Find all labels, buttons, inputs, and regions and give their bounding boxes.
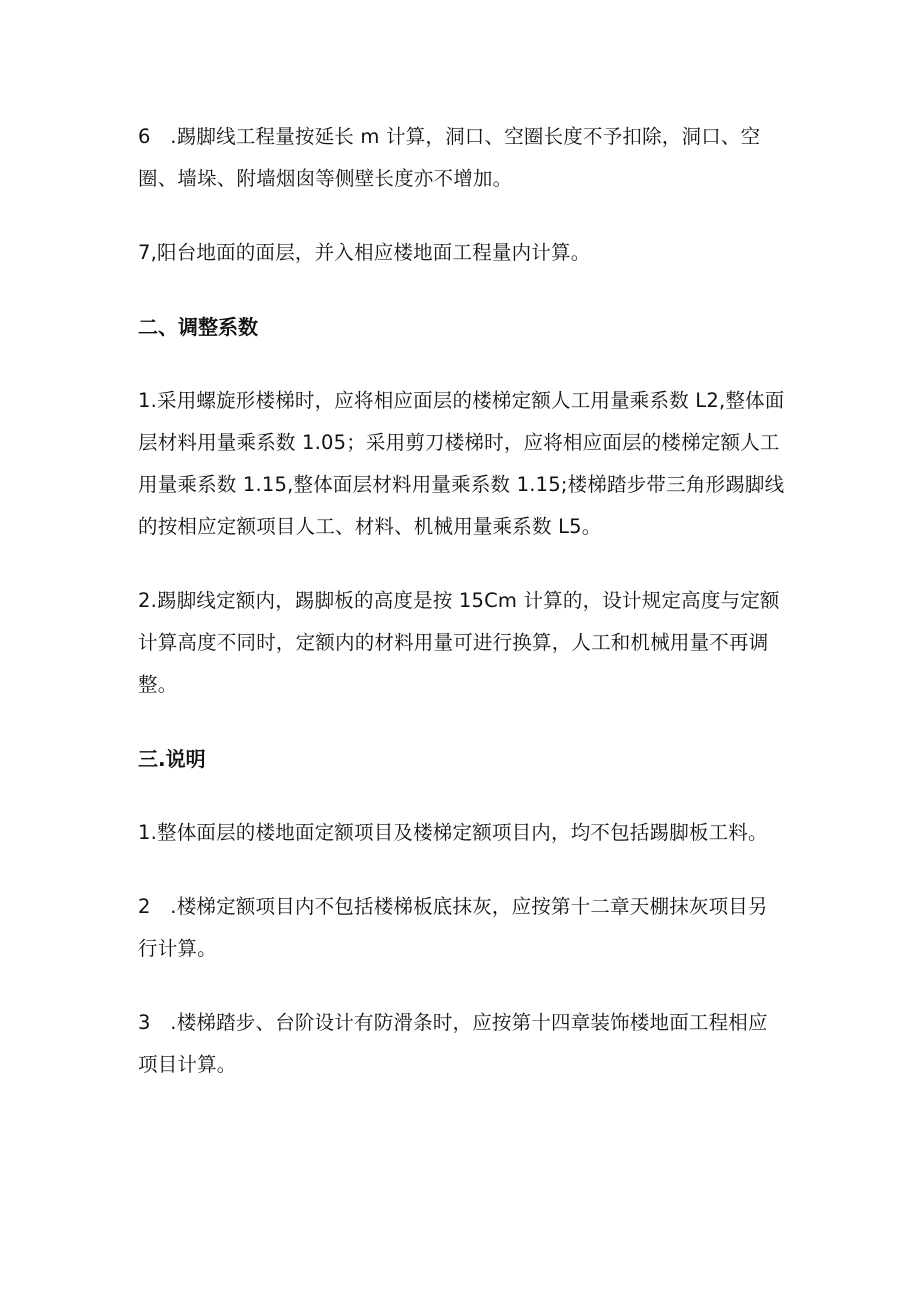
- text-line: 计算高度不同时，定额内的材料用量可进行换算，人工和机械用量不再调: [138, 631, 769, 654]
- section-heading-notes: 三.说明: [138, 747, 206, 771]
- paragraph-note-2: [138, 886, 788, 970]
- text-line: 6 .踢脚线工程量按延长 m 计算，洞口、空圈长度不予扣除，洞口、空: [138, 125, 761, 148]
- text-line: 整。: [138, 673, 178, 696]
- section-heading-adjustment-coefficients: 二、调整系数: [138, 315, 258, 339]
- text-line: 2.踢脚线定额内，踢脚板的高度是按 15Cm 计算的，设计规定高度与定额: [138, 589, 780, 612]
- paragraph-item-7: [138, 232, 788, 274]
- paragraph-adjust-1: [138, 380, 788, 548]
- paragraph-item-6: [138, 116, 788, 200]
- text-line: 1.整体面层的楼地面定额项目及楼梯定额项目内，均不包括踢脚板工料。: [138, 821, 768, 844]
- text-line: 2 .楼梯定额项目内不包括楼梯板底抹灰，应按第十二章天棚抹灰项目另: [138, 895, 768, 918]
- text-line: 圈、墙垛、附墙烟囱等侧壁长度亦不增加。: [138, 167, 513, 190]
- text-line: 的按相应定额项目人工、材料、机械用量乘系数 L5。: [138, 515, 602, 538]
- paragraph-adjust-2: [138, 580, 788, 706]
- text-line: 项目计算。: [138, 1053, 237, 1076]
- text-line: 3 .楼梯踏步、台阶设计有防滑条时，应按第十四章装饰楼地面工程相应: [138, 1011, 768, 1034]
- text-line: 行计算。: [138, 937, 217, 960]
- text-line: 7,阳台地面的面层，并入相应楼地面工程量内计算。: [138, 241, 591, 264]
- text-line: 用量乘系数 1.15,整体面层材料用量乘系数 1.15;楼梯踏步带三角形踢脚线: [138, 473, 785, 496]
- paragraph-note-3: [138, 1002, 788, 1086]
- text-line: 层材料用量乘系数 1.05；采用剪刀楼梯时，应将相应面层的楼梯定额人工: [138, 431, 780, 454]
- document-page: [138, 116, 788, 1118]
- paragraph-note-1: [138, 812, 788, 854]
- text-line: 1.采用螺旋形楼梯时，应将相应面层的楼梯定额人工用量乘系数 L2,整体面: [138, 389, 785, 412]
